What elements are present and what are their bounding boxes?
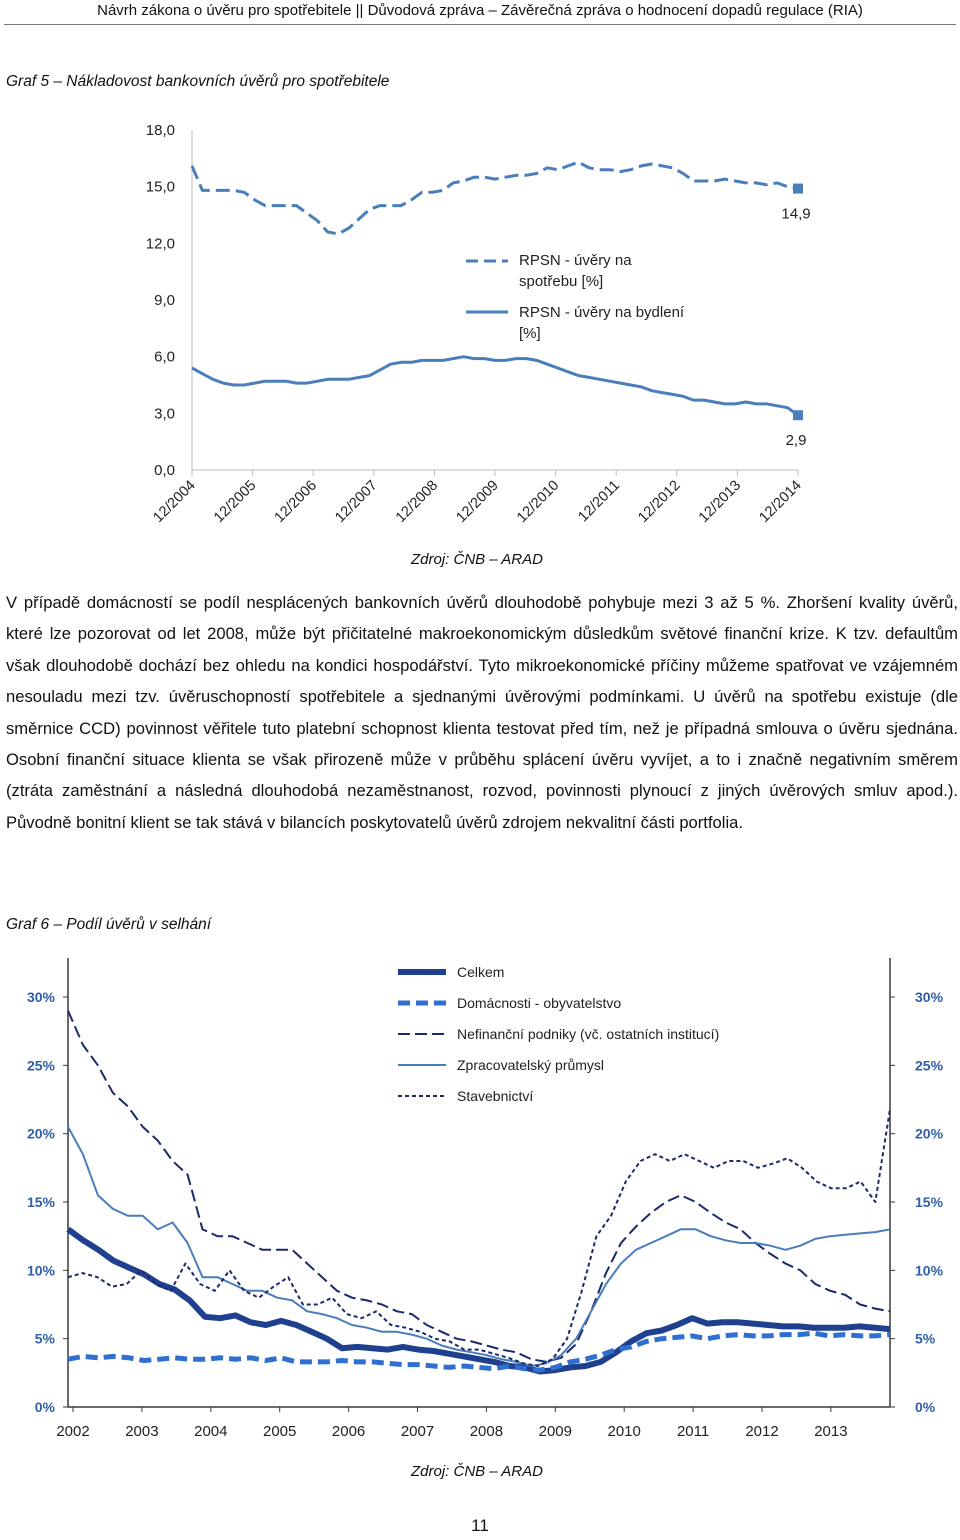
series-end-marker	[793, 410, 803, 420]
y-tick-label-left: 5%	[34, 1330, 55, 1347]
x-tick-label: 2012	[745, 1423, 779, 1440]
x-tick-label: 12/2012	[635, 477, 684, 526]
series-end-marker	[793, 184, 803, 194]
y-tick-label-left: 20%	[26, 1125, 55, 1142]
x-tick-label: 2013	[814, 1423, 848, 1440]
x-tick-label: 2009	[538, 1423, 572, 1440]
y-tick-label-left: 25%	[26, 1057, 55, 1074]
x-tick-label: 12/2005	[211, 477, 260, 526]
x-tick-label: 2007	[400, 1423, 435, 1440]
x-tick-label: 12/2014	[756, 477, 805, 526]
end-value-label: 14,9	[781, 205, 811, 223]
figure5-caption: Graf 5 – Nákladovost bankovních úvěrů pro spotřebitele	[6, 73, 390, 90]
y-tick-label-right: 20%	[915, 1125, 944, 1142]
y-tick-label: 6,0	[154, 348, 175, 366]
legend-nonfinancial-label: Nefinanční podniky (vč. ostatních institucí)	[457, 1026, 720, 1042]
x-tick-label: 2006	[331, 1423, 366, 1440]
x-tick-label: 12/2004	[150, 477, 199, 526]
x-tick-label: 12/2011	[575, 477, 624, 526]
end-value-label: 2,9	[785, 432, 807, 450]
y-tick-label-left: 10%	[26, 1262, 55, 1279]
figure6-source: Zdroj: ČNB – ARAD	[411, 1463, 543, 1480]
y-tick-label: 3,0	[154, 405, 175, 423]
x-tick-label: 2010	[607, 1423, 641, 1440]
x-tick-label: 2011	[676, 1423, 710, 1440]
y-tick-label-left: 15%	[26, 1194, 55, 1211]
series-line-housing	[192, 357, 798, 416]
x-tick-label: 2002	[56, 1423, 90, 1440]
x-tick-label: 2008	[469, 1423, 504, 1440]
x-tick-label: 12/2008	[392, 477, 442, 526]
x-tick-label: 2005	[263, 1423, 297, 1440]
x-tick-label: 12/2009	[453, 477, 502, 526]
figure6-caption: Graf 6 – Podíl úvěrů v selhání	[6, 916, 212, 933]
y-tick-label-right: 25%	[915, 1057, 944, 1074]
page-header: Návrh zákona o úvěru pro spotřebitele || Důvodová zpráva – Závěrečná zpráva o hodnocení dopadů regulace (RIA)	[97, 2, 863, 19]
figure5-source: Zdroj: ČNB – ARAD	[411, 551, 543, 568]
y-tick-label-right: 15%	[915, 1194, 944, 1211]
series-line-consumer	[192, 162, 798, 234]
y-tick-label: 12,0	[145, 235, 175, 253]
y-tick-label-right: 0%	[915, 1399, 936, 1415]
x-tick-label: 12/2006	[271, 477, 321, 526]
y-tick-label-right: 5%	[915, 1330, 936, 1347]
chart-npl	[0, 955, 960, 1445]
y-tick-label: 18,0	[145, 122, 175, 139]
page-number: 11	[471, 1516, 489, 1535]
chart-rpsn	[0, 110, 960, 550]
header-divider	[4, 24, 956, 25]
y-tick-label: 0,0	[154, 462, 175, 479]
body-paragraph: V případě domácností se podíl nesplácených bankovních úvěrů dlouhodobě pohybuje mezi 3 až 5 %. Zhoršení kvality úvěrů, které lze pozorovat od let 2008, může být přičitatelné makroekonomickým důsledkům světové finanční krize. K tzv. defaultům však dlouhodobě dochází bez ohledu na kondici hospodářství. Tyto mikroekonomické příčiny můžeme spatřovat ve vzájemném nesouladu mezi tzv. úvěruschopností spotřebitele a sjednanými úvěrovými podmínkami. U úvěrů na spotřebu existuje (dle směrnice CCD) povinnost věřitele tuto platební schopnost klienta testovat před tím, než je případná smlouva o úvěru sjednána. Osobní finanční situace klienta se však přirozeně může v průběhu splácení úvěru vyvíjet, a to i značně negativním směrem (ztráta zaměstnání a následná dlouhodobá nezaměstnanost, rozvod, povinnosti plynoucí z jiných úvěrových smluv apod.). Původně bonitní klient se tak stává v bilancích poskytovatelů úvěrů zdrojem nekvalitní části portfolia.	[6, 593, 958, 832]
x-tick-label: 12/2007	[332, 477, 381, 526]
x-tick-label: 2003	[125, 1423, 159, 1440]
legend-households-label: Domácnosti - obyvatelstvo	[457, 995, 622, 1011]
y-tick-label-left: 30%	[26, 989, 55, 1006]
x-tick-label: 12/2013	[695, 477, 745, 526]
y-tick-label: 15,0	[145, 178, 175, 196]
legend-manufacturing-label: Zpracovatelský průmysl	[457, 1057, 605, 1073]
series-line-manufacturing	[68, 1127, 890, 1366]
x-tick-label: 12/2010	[514, 477, 563, 526]
y-tick-label-left: 0%	[34, 1399, 55, 1415]
legend-label-consumer: RPSN - úvěry na spotřebu [%]	[519, 252, 632, 290]
series-line-households	[68, 1333, 890, 1370]
legend-total-label: Celkem	[457, 964, 505, 980]
y-tick-label-right: 30%	[915, 989, 944, 1006]
legend-construction-label: Stavebnictví	[457, 1088, 534, 1104]
y-tick-label: 9,0	[154, 292, 175, 309]
x-tick-label: 2004	[194, 1423, 228, 1440]
y-tick-label-right: 10%	[915, 1262, 944, 1279]
legend-label-housing: RPSN - úvěry na bydlení [%]	[519, 304, 685, 342]
